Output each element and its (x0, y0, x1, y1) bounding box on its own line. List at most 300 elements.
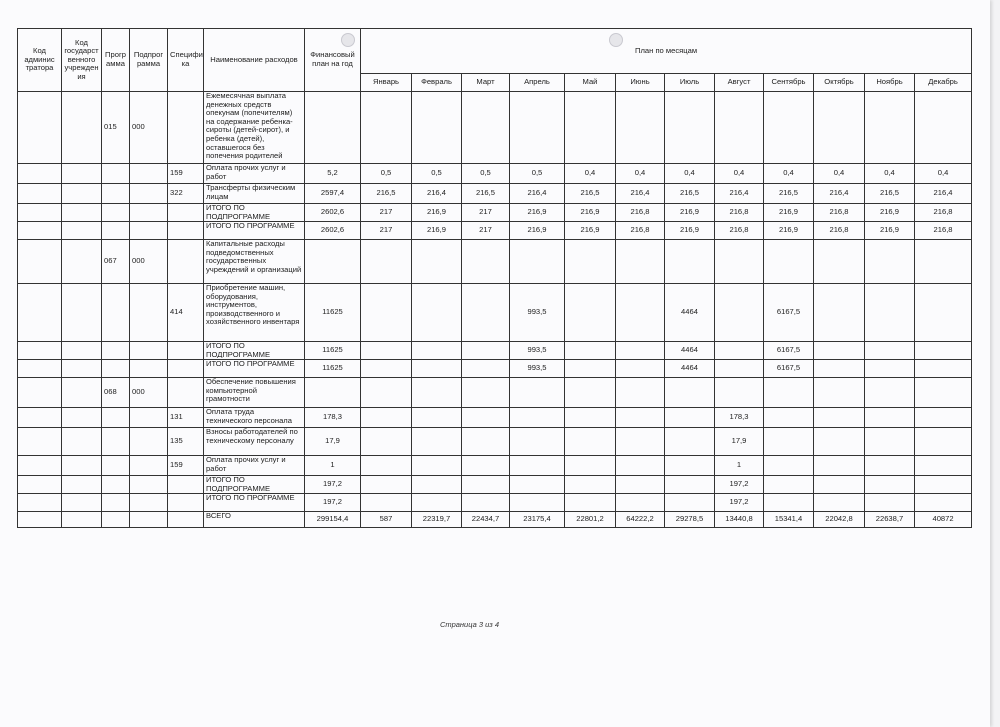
month-value-cell (565, 342, 616, 360)
subprogram-cell (130, 360, 168, 378)
month-value-cell (565, 240, 616, 284)
header-month: Июнь (616, 74, 665, 92)
month-value-cell (412, 494, 462, 512)
annual-plan-cell: 2597,4 (305, 184, 361, 204)
month-value-cell: 216,8 (616, 204, 665, 222)
table-row (18, 428, 972, 456)
month-value-cell (361, 494, 412, 512)
annual-plan-cell: 5,2 (305, 164, 361, 184)
expense-name-text: ИТОГО ПО ПРОГРАММЕ (206, 222, 295, 230)
month-value-cell: 993,5 (510, 284, 565, 342)
admin-code-cell (18, 222, 62, 240)
month-value-cell (814, 240, 865, 284)
month-value-cell (814, 494, 865, 512)
header-financial-plan: Финансовый план на год (305, 29, 361, 92)
month-value-cell: 216,9 (865, 222, 915, 240)
month-value-cell: 216,4 (510, 184, 565, 204)
annual-plan-cell (305, 378, 361, 408)
month-value-cell (510, 92, 565, 164)
month-value-cell (865, 342, 915, 360)
specifics-cell: 414 (168, 284, 204, 342)
month-value-cell: 216,4 (616, 184, 665, 204)
program-cell (102, 164, 130, 184)
month-value-cell (814, 284, 865, 342)
month-value-cell (665, 92, 715, 164)
program-cell (102, 428, 130, 456)
header-month: Апрель (510, 74, 565, 92)
program-cell (102, 360, 130, 378)
program-cell (102, 512, 130, 528)
month-value-cell (865, 494, 915, 512)
annual-plan-cell (305, 92, 361, 164)
month-value-cell: 23175,4 (510, 512, 565, 528)
specifics-cell: 159 (168, 164, 204, 184)
program-cell (102, 342, 130, 360)
month-value-cell: 22434,7 (462, 512, 510, 528)
expense-name-cell (204, 342, 305, 360)
month-value-cell (510, 494, 565, 512)
institution-code-cell (62, 342, 102, 360)
month-value-cell (361, 92, 412, 164)
admin-code-cell (18, 284, 62, 342)
month-value-cell (565, 378, 616, 408)
header-months-title: План по месяцам (361, 29, 972, 74)
month-value-cell: 1 (715, 456, 764, 476)
table-row (18, 512, 972, 528)
month-value-cell (616, 92, 665, 164)
month-value-cell (462, 494, 510, 512)
institution-code-cell (62, 92, 102, 164)
month-value-cell: 0,4 (715, 164, 764, 184)
table-row (18, 240, 972, 284)
month-value-cell: 197,2 (715, 494, 764, 512)
month-value-cell (616, 494, 665, 512)
month-value-cell (412, 408, 462, 428)
annual-plan-cell: 299154,4 (305, 512, 361, 528)
header-month: Сентябрь (764, 74, 814, 92)
month-value-cell (764, 456, 814, 476)
month-value-cell (715, 240, 764, 284)
month-value-cell (616, 476, 665, 494)
month-value-cell: 0,4 (915, 164, 972, 184)
specifics-cell (168, 342, 204, 360)
month-value-cell: 216,9 (665, 222, 715, 240)
subprogram-cell: 000 (130, 378, 168, 408)
expense-name-cell (204, 284, 305, 342)
month-value-cell: 64222,2 (616, 512, 665, 528)
month-value-cell (814, 428, 865, 456)
specifics-cell (168, 204, 204, 222)
admin-code-cell (18, 204, 62, 222)
month-value-cell (462, 476, 510, 494)
admin-code-cell (18, 476, 62, 494)
month-value-cell (915, 456, 972, 476)
table-row (18, 408, 972, 428)
month-value-cell (616, 360, 665, 378)
institution-code-cell (62, 512, 102, 528)
specifics-cell (168, 494, 204, 512)
month-value-cell (915, 360, 972, 378)
month-value-cell: 0,5 (361, 164, 412, 184)
month-value-cell: 6167,5 (764, 284, 814, 342)
month-value-cell: 216,9 (764, 204, 814, 222)
expense-name-cell (204, 204, 305, 222)
month-value-cell: 216,5 (462, 184, 510, 204)
specifics-cell (168, 360, 204, 378)
expense-name-text: ИТОГО ПО ПРОГРАММЕ (206, 494, 295, 502)
month-value-cell (361, 456, 412, 476)
month-value-cell (865, 378, 915, 408)
month-value-cell (616, 284, 665, 342)
expense-name-text: ИТОГО ПО ПРОГРАММЕ (206, 360, 295, 368)
month-value-cell (412, 240, 462, 284)
annual-plan-cell: 17,9 (305, 428, 361, 456)
month-value-cell (665, 408, 715, 428)
program-cell (102, 184, 130, 204)
month-value-cell (865, 428, 915, 456)
header-month: Май (565, 74, 616, 92)
month-value-cell: 216,8 (915, 222, 972, 240)
program-cell: 067 (102, 240, 130, 284)
expense-name-cell (204, 512, 305, 528)
specifics-cell: 322 (168, 184, 204, 204)
header-expense-name: Наименование расходов (204, 29, 305, 92)
expense-name-cell (204, 222, 305, 240)
month-value-cell (665, 456, 715, 476)
admin-code-cell (18, 164, 62, 184)
expense-name-cell (204, 408, 305, 428)
month-value-cell (865, 476, 915, 494)
subprogram-cell (130, 164, 168, 184)
program-cell: 068 (102, 378, 130, 408)
header-month: Август (715, 74, 764, 92)
month-value-cell: 197,2 (715, 476, 764, 494)
specifics-cell (168, 240, 204, 284)
month-value-cell: 217 (361, 222, 412, 240)
expense-name-text: Капитальные расходы подведомственных государственных учреждений и организаций (206, 240, 302, 274)
admin-code-cell (18, 456, 62, 476)
institution-code-cell (62, 378, 102, 408)
header-subprogram: Подпрог рамма (130, 29, 168, 92)
month-value-cell: 216,9 (565, 204, 616, 222)
month-value-cell (565, 92, 616, 164)
month-value-cell: 216,9 (865, 204, 915, 222)
month-value-cell: 216,8 (915, 204, 972, 222)
admin-code-cell (18, 378, 62, 408)
month-value-cell (412, 378, 462, 408)
month-value-cell (715, 342, 764, 360)
month-value-cell: 40872 (915, 512, 972, 528)
month-value-cell: 216,9 (412, 204, 462, 222)
month-value-cell: 0,5 (510, 164, 565, 184)
month-value-cell (665, 476, 715, 494)
month-value-cell: 216,4 (412, 184, 462, 204)
month-value-cell: 0,4 (764, 164, 814, 184)
admin-code-cell (18, 342, 62, 360)
month-value-cell (814, 476, 865, 494)
month-value-cell (915, 342, 972, 360)
expense-name-text: ИТОГО ПО ПОДПРОГРАММЕ (206, 204, 271, 220)
annual-plan-cell: 11625 (305, 342, 361, 360)
month-value-cell (510, 456, 565, 476)
month-value-cell: 22319,7 (412, 512, 462, 528)
month-value-cell (865, 284, 915, 342)
subprogram-cell (130, 408, 168, 428)
month-value-cell (814, 378, 865, 408)
table-row (18, 164, 972, 184)
month-value-cell (616, 240, 665, 284)
expense-name-text: Оплата прочих услуг и работ (206, 164, 286, 181)
annual-plan-cell: 1 (305, 456, 361, 476)
admin-code-cell (18, 92, 62, 164)
month-value-cell (616, 342, 665, 360)
month-value-cell (361, 284, 412, 342)
page-number: Страница 3 из 4 (440, 620, 500, 629)
month-value-cell: 17,9 (715, 428, 764, 456)
month-value-cell (814, 408, 865, 428)
month-value-cell (361, 476, 412, 494)
month-value-cell: 178,3 (715, 408, 764, 428)
month-value-cell: 216,8 (715, 204, 764, 222)
admin-code-cell (18, 408, 62, 428)
month-value-cell (814, 342, 865, 360)
expense-name-cell (204, 240, 305, 284)
month-value-cell: 0,4 (865, 164, 915, 184)
expense-name-text: Ежемесячная выплата денежных средств опекунам (попечителям) на содержание ребенка-сироты (детей-сирот), и ребенка (детей), оставшегося без попечения родителей (206, 92, 293, 161)
month-value-cell (616, 456, 665, 476)
month-value-cell (462, 360, 510, 378)
header-month: Январь (361, 74, 412, 92)
expense-name-text: Оплата прочих услуг и работ (206, 456, 286, 473)
annual-plan-cell: 2602,6 (305, 204, 361, 222)
header-month: Декабрь (915, 74, 972, 92)
subprogram-cell (130, 494, 168, 512)
header-month: Октябрь (814, 74, 865, 92)
month-value-cell: 0,4 (814, 164, 865, 184)
month-value-cell: 15341,4 (764, 512, 814, 528)
expense-name-cell (204, 164, 305, 184)
month-value-cell (665, 240, 715, 284)
table-row (18, 342, 972, 360)
subprogram-cell (130, 222, 168, 240)
header-program: Прогр амма (102, 29, 130, 92)
month-value-cell: 0,4 (665, 164, 715, 184)
expense-name-text: Оплата труда технического персонала (206, 408, 292, 425)
specifics-cell: 135 (168, 428, 204, 456)
month-value-cell: 4464 (665, 342, 715, 360)
month-value-cell (412, 92, 462, 164)
subprogram-cell (130, 476, 168, 494)
month-value-cell: 216,4 (915, 184, 972, 204)
expense-name-cell (204, 184, 305, 204)
subprogram-cell (130, 184, 168, 204)
month-value-cell (361, 408, 412, 428)
month-value-cell (616, 408, 665, 428)
month-value-cell (764, 476, 814, 494)
month-value-cell (412, 428, 462, 456)
month-value-cell (865, 360, 915, 378)
table-row (18, 494, 972, 512)
month-value-cell: 216,9 (510, 222, 565, 240)
expense-name-text: Приобретение машин, оборудования, инструментов, производственного и хозяйственного инвентаря (206, 284, 300, 327)
month-value-cell (510, 378, 565, 408)
month-value-cell: 216,9 (510, 204, 565, 222)
month-value-cell: 216,9 (565, 222, 616, 240)
header-month: Март (462, 74, 510, 92)
month-value-cell (764, 92, 814, 164)
month-value-cell (814, 92, 865, 164)
month-value-cell: 216,5 (865, 184, 915, 204)
month-value-cell (665, 378, 715, 408)
month-value-cell: 22042,8 (814, 512, 865, 528)
admin-code-cell (18, 512, 62, 528)
month-value-cell: 216,5 (665, 184, 715, 204)
expense-name-text: Обеспечение повышения компьютерной грамотности (206, 378, 296, 404)
month-value-cell: 0,5 (412, 164, 462, 184)
month-value-cell (361, 240, 412, 284)
month-value-cell (915, 240, 972, 284)
expense-name-text: Взносы работодателей по техническому персоналу (206, 428, 298, 445)
expense-name-cell (204, 378, 305, 408)
month-value-cell (510, 408, 565, 428)
program-cell: 015 (102, 92, 130, 164)
month-value-cell: 29278,5 (665, 512, 715, 528)
month-value-cell (412, 476, 462, 494)
month-value-cell: 216,5 (764, 184, 814, 204)
month-value-cell: 22638,7 (865, 512, 915, 528)
month-value-cell: 6167,5 (764, 360, 814, 378)
month-value-cell (715, 360, 764, 378)
month-value-cell (462, 378, 510, 408)
program-cell (102, 494, 130, 512)
month-value-cell: 216,8 (616, 222, 665, 240)
institution-code-cell (62, 456, 102, 476)
month-value-cell (764, 408, 814, 428)
annual-plan-cell: 2602,6 (305, 222, 361, 240)
table-row (18, 476, 972, 494)
month-value-cell (665, 494, 715, 512)
month-value-cell (865, 240, 915, 284)
month-value-cell (764, 428, 814, 456)
expense-name-cell (204, 428, 305, 456)
month-value-cell: 217 (361, 204, 412, 222)
month-value-cell (510, 428, 565, 456)
month-value-cell: 216,4 (715, 184, 764, 204)
month-value-cell (715, 378, 764, 408)
annual-plan-cell: 197,2 (305, 476, 361, 494)
month-value-cell: 6167,5 (764, 342, 814, 360)
month-value-cell (915, 494, 972, 512)
month-value-cell: 216,5 (361, 184, 412, 204)
month-value-cell (915, 408, 972, 428)
month-value-cell: 216,9 (412, 222, 462, 240)
subprogram-cell (130, 204, 168, 222)
institution-code-cell (62, 284, 102, 342)
month-value-cell (715, 92, 764, 164)
expense-name-text: ВСЕГО (206, 512, 231, 520)
institution-code-cell (62, 184, 102, 204)
admin-code-cell (18, 184, 62, 204)
budget-plan-table (17, 28, 972, 528)
program-cell (102, 222, 130, 240)
expense-name-cell (204, 476, 305, 494)
subprogram-cell (130, 456, 168, 476)
subprogram-cell (130, 342, 168, 360)
institution-code-cell (62, 164, 102, 184)
month-value-cell (764, 240, 814, 284)
annual-plan-cell: 178,3 (305, 408, 361, 428)
month-value-cell (565, 494, 616, 512)
specifics-cell (168, 378, 204, 408)
month-value-cell (665, 428, 715, 456)
month-value-cell (865, 92, 915, 164)
month-value-cell (715, 284, 764, 342)
month-value-cell (361, 342, 412, 360)
header-month: Февраль (412, 74, 462, 92)
institution-code-cell (62, 360, 102, 378)
header-month: Июль (665, 74, 715, 92)
month-value-cell: 0,4 (616, 164, 665, 184)
month-value-cell (462, 240, 510, 284)
month-value-cell (462, 284, 510, 342)
month-value-cell: 216,9 (665, 204, 715, 222)
expense-name-cell (204, 92, 305, 164)
program-cell (102, 408, 130, 428)
month-value-cell (616, 378, 665, 408)
month-value-cell (565, 284, 616, 342)
institution-code-cell (62, 204, 102, 222)
month-value-cell: 993,5 (510, 360, 565, 378)
month-value-cell (565, 476, 616, 494)
month-value-cell (361, 378, 412, 408)
month-value-cell (462, 342, 510, 360)
subprogram-cell: 000 (130, 92, 168, 164)
expense-name-text: ИТОГО ПО ПОДПРОГРАММЕ (206, 476, 271, 492)
month-value-cell (510, 240, 565, 284)
month-value-cell (616, 428, 665, 456)
month-value-cell (915, 476, 972, 494)
month-value-cell (412, 456, 462, 476)
institution-code-cell (62, 222, 102, 240)
month-value-cell: 217 (462, 204, 510, 222)
month-value-cell (565, 456, 616, 476)
month-value-cell: 216,9 (764, 222, 814, 240)
subprogram-cell: 000 (130, 240, 168, 284)
program-cell (102, 476, 130, 494)
subprogram-cell (130, 284, 168, 342)
month-value-cell (915, 284, 972, 342)
specifics-cell (168, 512, 204, 528)
month-value-cell (764, 378, 814, 408)
month-value-cell (865, 456, 915, 476)
table-row (18, 360, 972, 378)
institution-code-cell (62, 428, 102, 456)
expense-name-text: Трансферты физическим лицам (206, 184, 296, 201)
specifics-cell (168, 222, 204, 240)
expense-name-cell (204, 494, 305, 512)
specifics-cell: 159 (168, 456, 204, 476)
specifics-cell (168, 476, 204, 494)
month-value-cell: 216,5 (565, 184, 616, 204)
month-value-cell (915, 428, 972, 456)
annual-plan-cell (305, 240, 361, 284)
header-admin-code: Код админис тратора (18, 29, 62, 92)
program-cell (102, 284, 130, 342)
month-value-cell: 587 (361, 512, 412, 528)
month-value-cell: 216,4 (814, 184, 865, 204)
month-value-cell (361, 428, 412, 456)
table-row (18, 378, 972, 408)
